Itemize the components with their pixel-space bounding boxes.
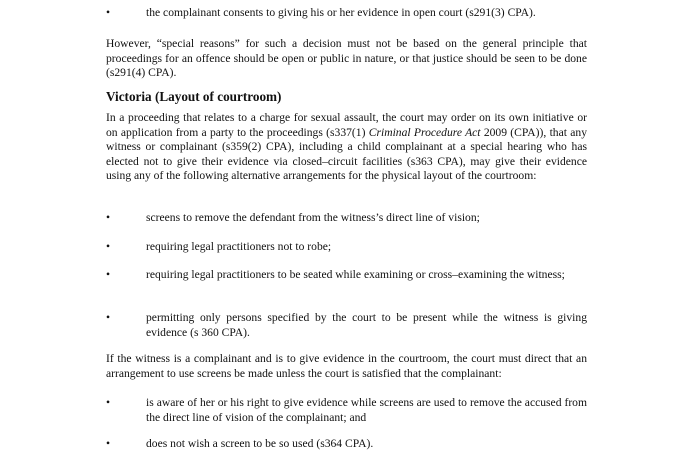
bullet-marker: • bbox=[106, 211, 111, 224]
bullet-item-consent bbox=[106, 6, 587, 21]
bullet-item-aware-of-right bbox=[106, 396, 587, 425]
paragraph-screens-direction: If the witness is a complainant and is to give evidence in the courtroom, the court must direct that an arrangement to use screens be made unless the court is satisfied that the complainant: bbox=[106, 352, 587, 380]
paragraph-text: 2009 (CPA)), that any witness or complainant (s359(2) CPA), including a child complainant at a special hearing who has elected not to give their evidence via closed–circuit facilities (s363 CPA), may give their evidence using any of the following alternative arrangements for the physical layout of the courtroom: bbox=[106, 125, 587, 183]
bullet-item-no-screen bbox=[106, 437, 587, 452]
paragraph-special-reasons: However, “special reasons” for such a decision must not be based on the general principle that proceedings for an offence should be open or public in nature, or that justice should be seen to be done (s291(4) CPA). bbox=[106, 37, 587, 80]
bullet-item-persons-present bbox=[106, 311, 587, 340]
bullet-text: permitting only persons specified by the court to be present while the witness is giving evidence (s 360 CPA). bbox=[146, 311, 587, 339]
bullet-text: the complainant consents to giving his or her evidence in open court (s291(3) CPA). bbox=[146, 6, 536, 19]
bullet-marker: • bbox=[106, 311, 111, 324]
bullet-item-screens bbox=[106, 211, 587, 226]
bullet-item-seated bbox=[106, 268, 587, 283]
bullet-marker: • bbox=[106, 268, 111, 281]
bullet-text: requiring legal practitioners not to robe; bbox=[146, 240, 332, 253]
bullet-text: does not wish a screen to be so used (s364 CPA). bbox=[146, 437, 374, 450]
bullet-item-not-robe bbox=[106, 240, 587, 255]
paragraph-text: In a proceeding that relates to a charge for sexual assault, the court may order on its own initiative or on application from a party to the proceedings (s337(1) bbox=[106, 111, 587, 139]
act-title: Criminal Procedure Act bbox=[368, 125, 481, 139]
bullet-text: requiring legal practitioners to be seated while examining or cross–examining the witness; bbox=[146, 268, 565, 281]
bullet-marker: • bbox=[106, 240, 111, 253]
bullet-marker: • bbox=[106, 437, 111, 450]
bullet-marker: • bbox=[106, 396, 111, 409]
bullet-text: is aware of her or his right to give evidence while screens are used to remove the accused from the direct line of vision of the complainant; and bbox=[146, 396, 587, 424]
section-heading-victoria: Victoria (Layout of courtroom) bbox=[106, 89, 282, 104]
paragraph-victoria-intro bbox=[106, 111, 587, 184]
bullet-text: screens to remove the defendant from the witness’s direct line of vision; bbox=[146, 211, 480, 224]
bullet-marker: • bbox=[106, 6, 111, 19]
